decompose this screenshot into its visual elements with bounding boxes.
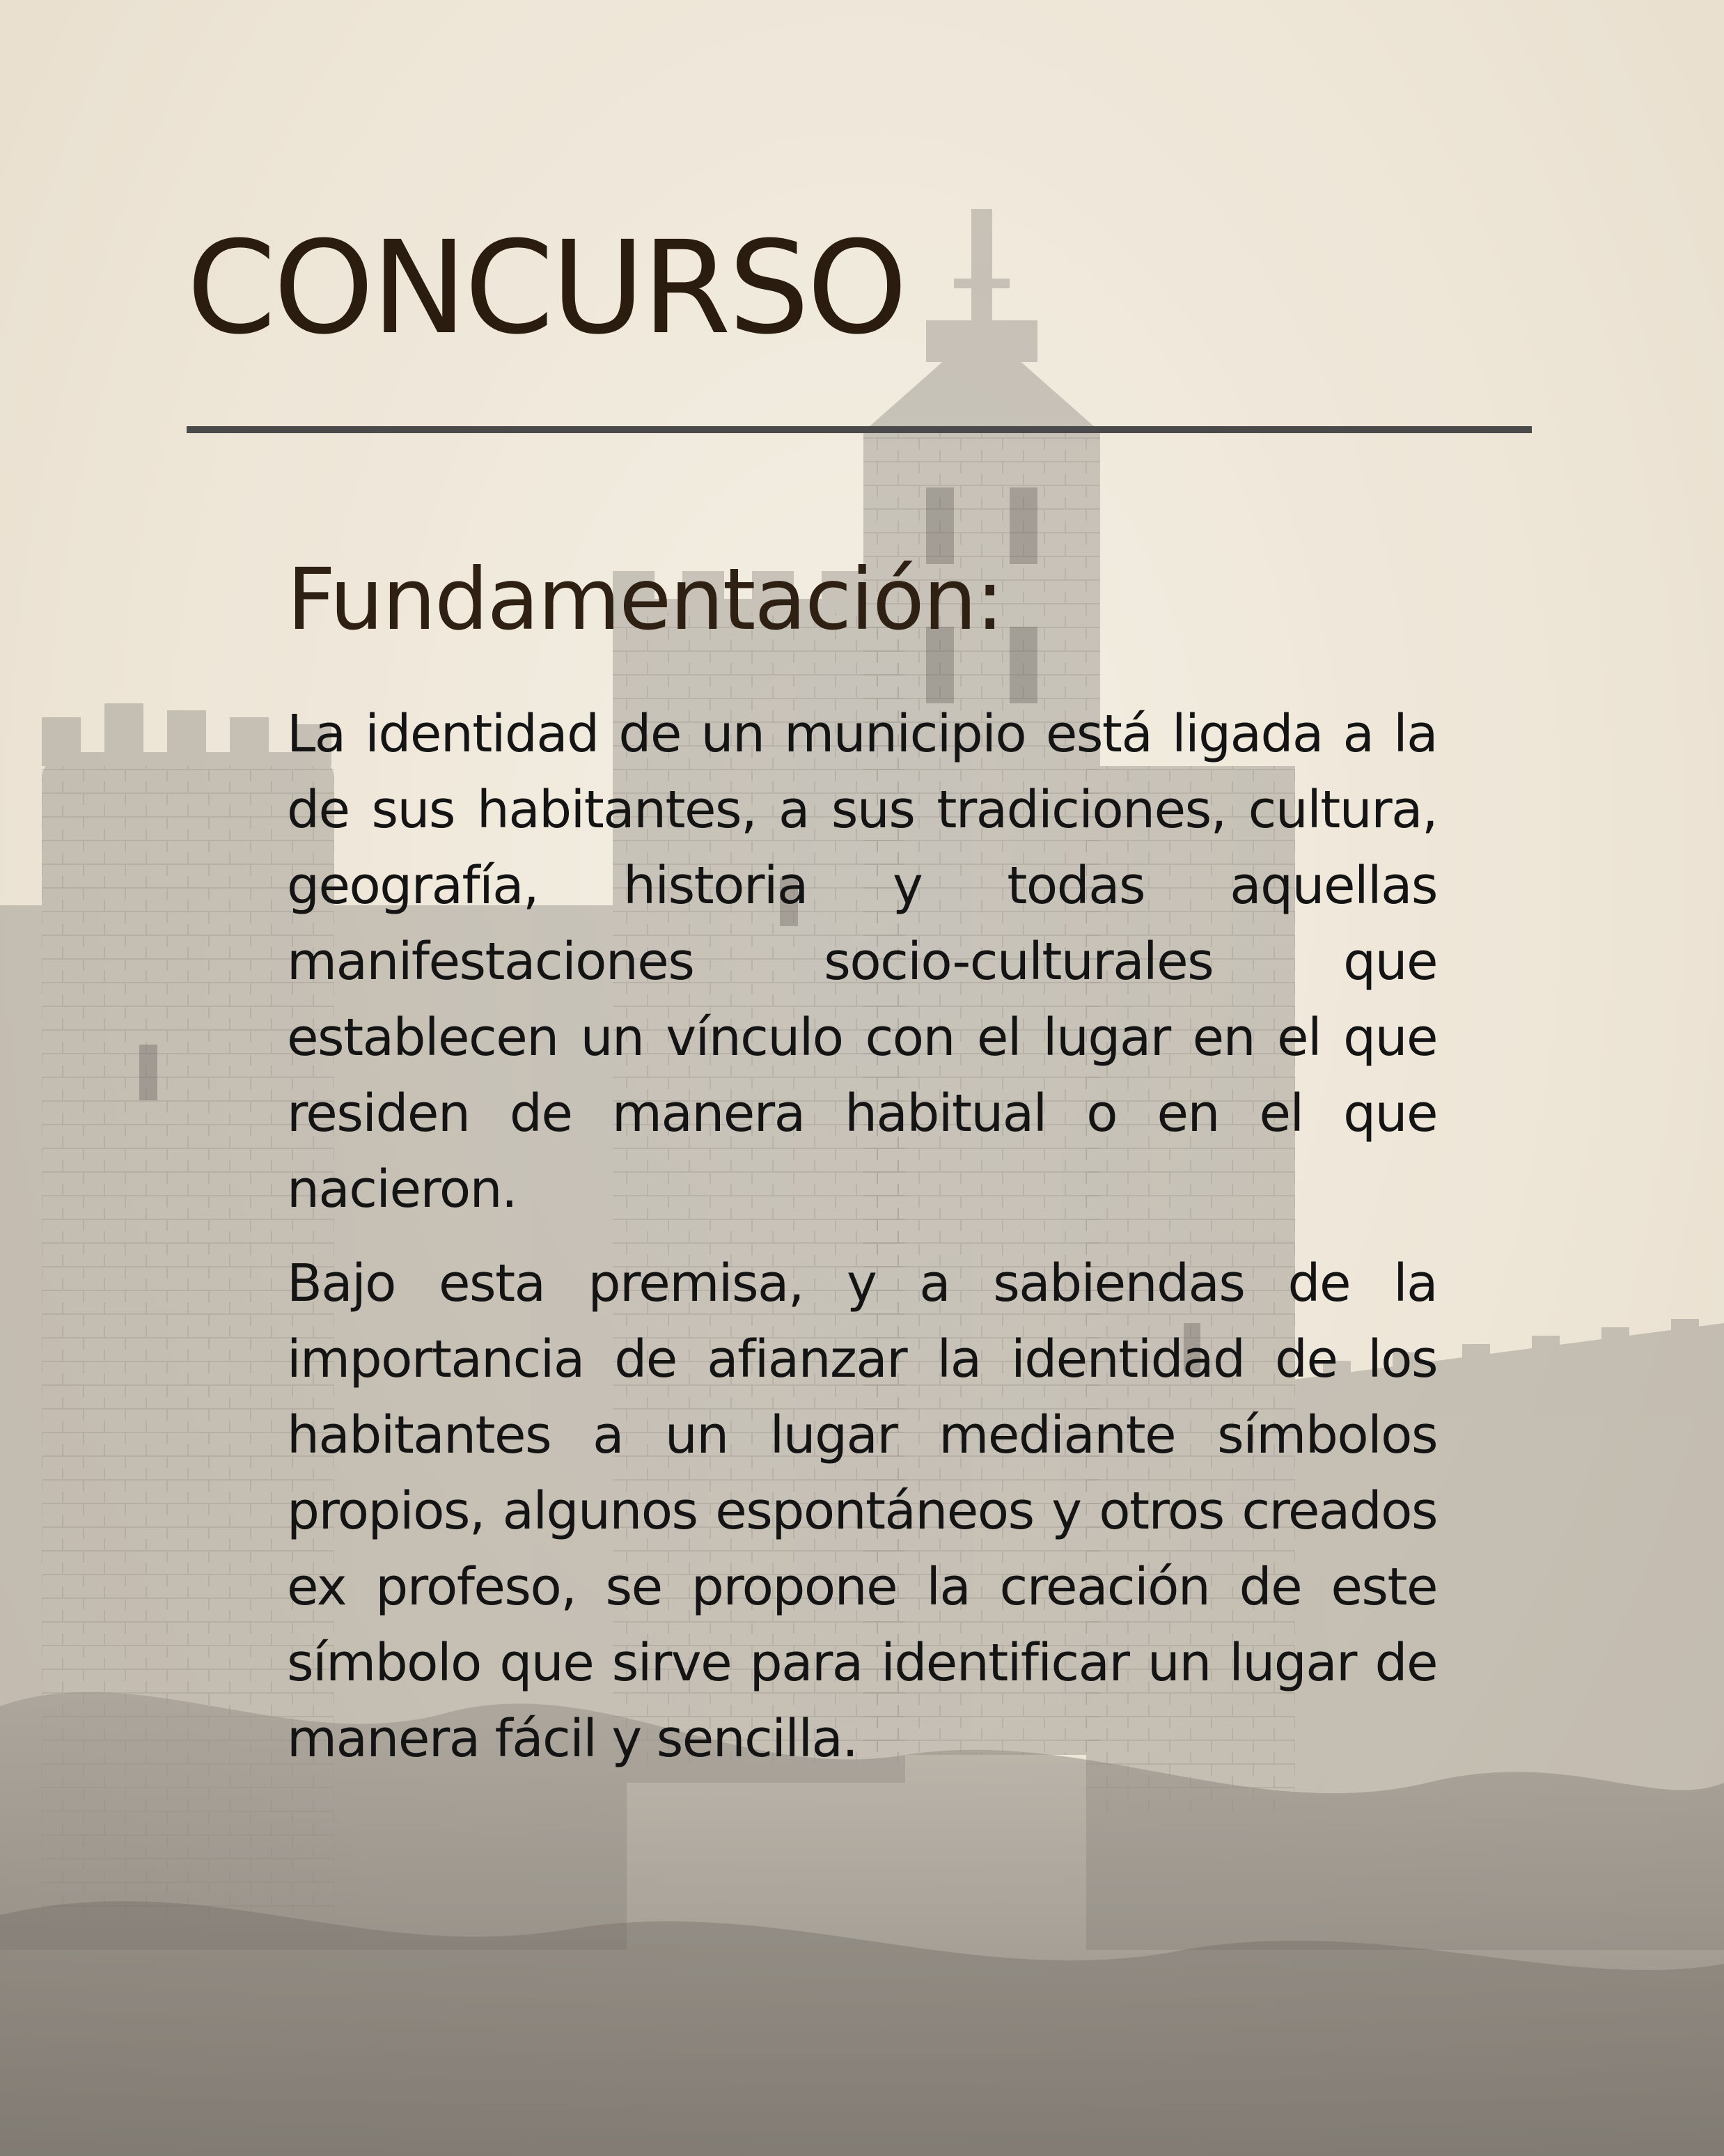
body-text	[287, 696, 1437, 1777]
section-heading: Fundamentación:	[287, 550, 1003, 649]
paragraph-2: Bajo esta premisa, y a sabiendas de la importancia de afianzar la identidad de los habitantes a un lugar mediante símbolos propios, algunos espontáneos y otros creados ex profeso, se propone la creación de este símbolo que sirve para identificar un lugar de manera fácil y sencilla.	[287, 1253, 1437, 1769]
paragraph-1: La identidad de un municipio está ligada a la de sus habitantes, a sus tradiciones, cultura, geografía, historia y todas aquellas manifestaciones socio-culturales que establecen un vínculo con el lugar en el que residen de manera habitual o en el que nacieron.	[287, 704, 1437, 1219]
title-divider	[187, 426, 1532, 433]
page-title: CONCURSO	[187, 214, 905, 363]
